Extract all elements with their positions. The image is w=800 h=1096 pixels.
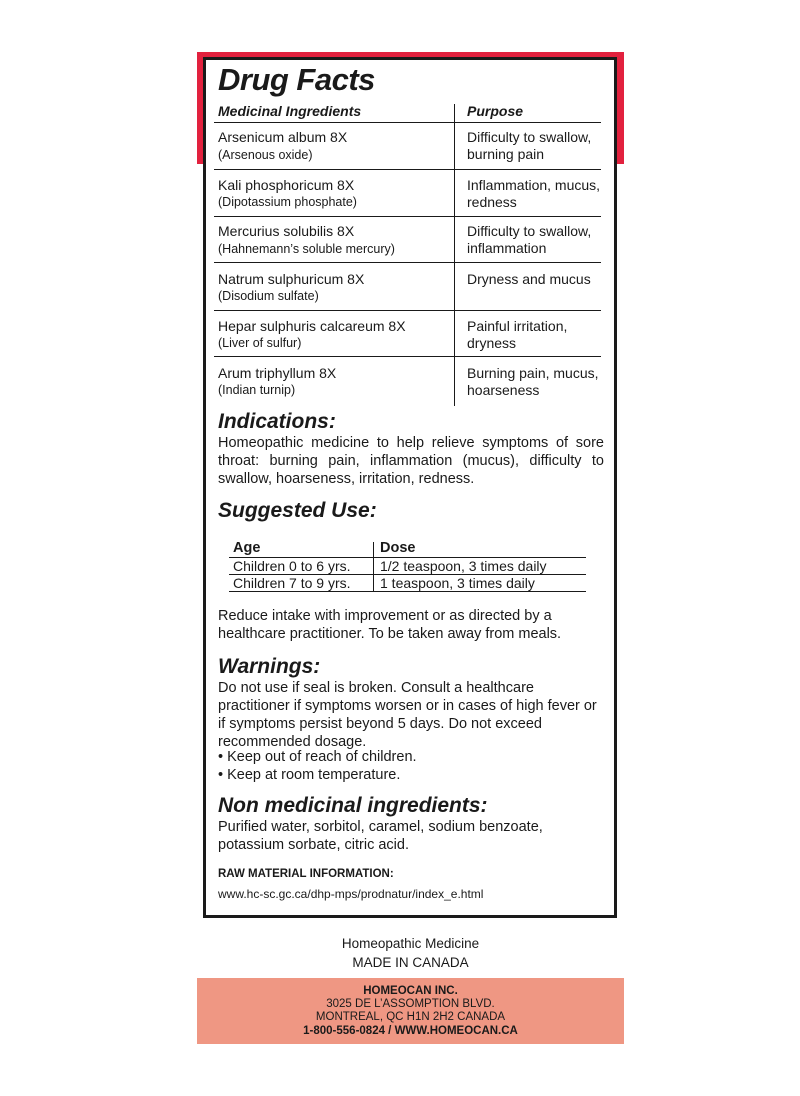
ingredient-name: Hepar sulphuris calcareum 8X [218,318,406,334]
company-name: HOMEOCAN INC. [363,985,458,997]
row-divider [214,216,601,217]
dose-table-column-divider [373,542,374,591]
column-divider [454,104,455,406]
footer-made-in: MADE IN CANADA [352,955,469,970]
row-divider [214,169,601,170]
drug-facts-title: Drug Facts [218,62,375,97]
dose-table-dose: 1/2 teaspoon, 3 times daily [380,558,547,574]
warning-bullet: • Keep at room temperature. [218,767,401,783]
company-band [197,978,624,1044]
purpose-header: Purpose [467,103,524,119]
footer-homeopathic: Homeopathic Medicine [341,936,480,951]
dose-table-age: Children 0 to 6 yrs. [233,558,351,574]
ingredient-common-name: (Dipotassium phosphate) [218,195,357,209]
ingredient-name: Arsenicum album 8X [218,129,348,145]
dose-table [229,540,586,592]
row-divider [214,356,601,357]
drug-facts-panel [203,57,617,918]
suggested-use-title: Suggested Use: [218,499,377,522]
non-medicinal-text: Purified water, sorbitol, caramel, sodium benzoate, potassium sorbate, citric acid. [218,819,543,853]
ingredient-common-name: (Hahnemann’s soluble mercury) [218,242,395,256]
ingredient-purpose: Inflammation, mucus, redness [467,177,601,210]
warnings-title: Warnings: [218,655,321,678]
header-divider [214,122,601,123]
company-address-line: 3025 DE L’ASSOMPTION BLVD. [326,998,495,1010]
ingredient-purpose: Painful irritation, dryness [467,318,568,351]
dose-table-dose: 1 teaspoon, 3 times daily [380,575,535,591]
warnings-text: Do not use if seal is broken. Consult a healthcare practitioner if symptoms worsen or in cases of high fever or if symptoms persist beyond 5 days. Do not exceed recommended dosage. [218,680,597,750]
row-divider [214,310,601,311]
non-medicinal-title: Non medicinal ingredients: [218,794,488,817]
company-contact: 1-800-556-0824 / WWW.HOMEOCAN.CA [303,1025,518,1037]
ingredient-common-name: (Disodium sulfate) [218,289,319,303]
ingredient-purpose: Dryness and mucus [467,271,591,287]
row-divider [214,262,601,263]
warning-bullet: • Keep out of reach of children. [218,749,417,765]
ingredient-name: Kali phosphoricum 8X [218,177,355,193]
ingredient-name: Arum triphyllum 8X [218,365,337,381]
suggested-use-note: Reduce intake with improvement or as directed by a healthcare practitioner. To be taken away from meals. [218,608,562,642]
dose-table-line [229,591,586,592]
ingredient-name: Natrum sulphuricum 8X [218,271,365,287]
company-address-line: MONTREAL, QC H1N 2H2 CANADA [315,1011,506,1023]
ingredient-purpose: Difficulty to swallow, inflammation [467,223,592,256]
ingredient-purpose: Burning pain, mucus, hoarseness [467,365,599,398]
ingredient-common-name: (Arsenous oxide) [218,148,313,162]
ingredients-header: Medicinal Ingredients [218,103,362,119]
dose-table-age: Children 7 to 9 yrs. [233,575,351,591]
raw-material-label: RAW MATERIAL INFORMATION: [218,868,394,880]
indications-text: Homeopathic medicine to help relieve symptoms of sore throat: burning pain, inflammation (mucus), difficulty to swallow, hoarseness, irritation, redness. [218,435,604,487]
ingredient-common-name: (Liver of sulfur) [218,336,302,350]
ingredient-name: Mercurius solubilis 8X [218,223,355,239]
ingredient-common-name: (Indian turnip) [218,383,296,397]
dose-table-age-header: Age [233,540,261,556]
indications-title: Indications: [218,410,336,433]
raw-material-url: www.hc-sc.gc.ca/dhp-mps/prodnatur/index_e.html [218,887,484,901]
ingredient-purpose: Difficulty to swallow, burning pain [467,129,592,162]
dose-table-dose-header: Dose [380,540,416,556]
